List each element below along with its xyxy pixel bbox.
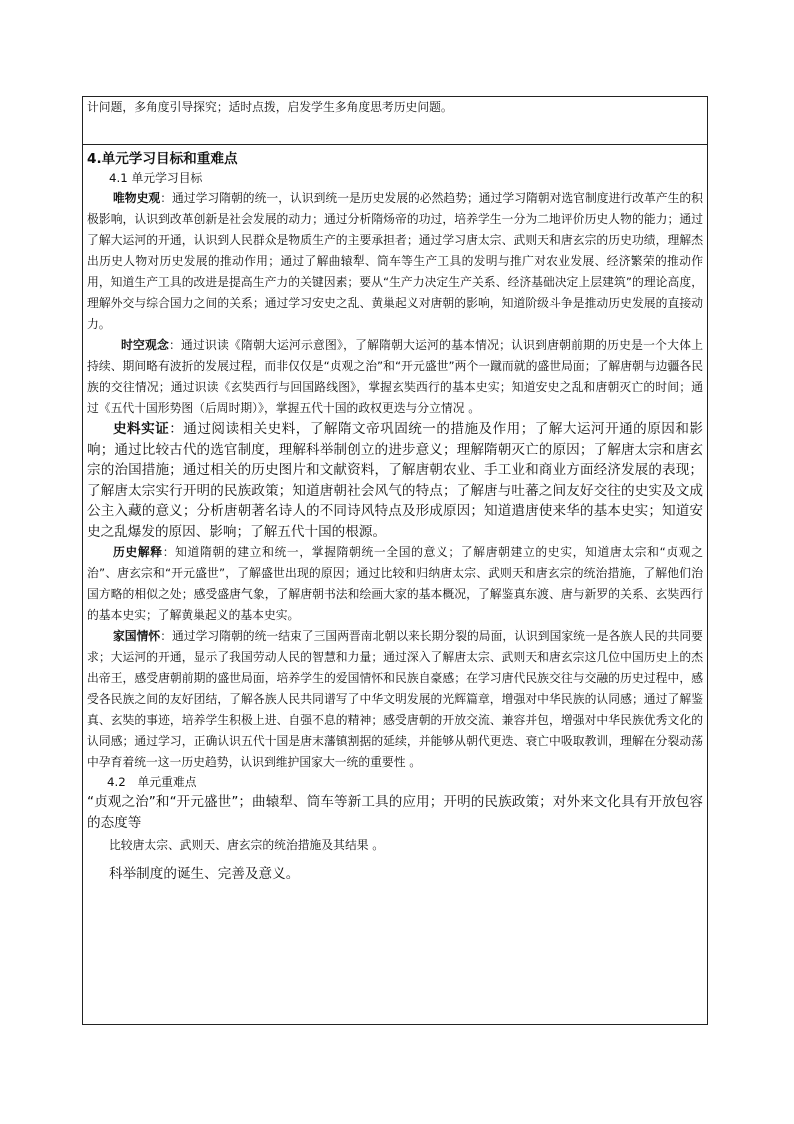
goal-keyword: 家国情怀 <box>113 629 161 643</box>
goal-text: ：通过学习隋朝的统一，认识到统一是历史发展的必然趋势；通过学习隋朝对选官制度进行改革产生的积极影响，认识到改革创新是社会发展的动力；通过分析隋炀帝的功过，培养学生一分为二地评价历史人物的能力；通过了解大运河的开通，认识到人民群众是物质生产的主要承担者；通过学习唐太宗、武则天和唐玄宗的历史功绩，理解杰出历史人物对历史发展的推动作用；通过了解曲辕犁、筒车等生产工具的发明与推广对农业发展、经济繁荣的推动作用，知道生产工具的改进是提高生产力的关键因素；要从“生产力决定生产关系、经济基础决定上层建筑”的理论高度，理解外交与综合国力之间的关系；通过学习安史之乱、黄巢起义对唐朝的影响，知道阶级斗争是推动历史发展的直接动力。 <box>87 191 703 331</box>
goal-text: ：通过识读《隋朝大运河示意图》，了解隋朝大运河的基本情况；认识到唐朝前期的历史是一个大体上持续、期间略有波折的发展过程，而非仅仅是“贞观之治”和“开元盛世”两个一蹴而就的盛世局面；了解唐朝与边疆各民族的交往情况；通过识读《玄奘西行与回国路线图》，掌握玄奘西行的基本史实；知道安史之乱和唐朝灭亡的时间；通过《五代十国形势图（后周时期）》，掌握五代十国的政权更迭与分立情况 。 <box>87 338 703 415</box>
key-point-2: 比较唐太宗、武则天、唐玄宗的统治措施及其结果 。 <box>109 838 385 852</box>
goal-keyword: 史料实证 <box>113 421 170 437</box>
goal-interpretation <box>87 542 703 626</box>
section-heading: 4.单元学习目标和重难点 <box>87 151 238 167</box>
goal-keyword: 时空观念 <box>121 338 170 352</box>
top-cell <box>83 97 708 145</box>
goal-keyword: 历史解释 <box>113 545 163 559</box>
top-cell-text: 计问题，多角度引导探究；适时点拨，启发学生多角度思考历史问题。 <box>87 100 453 114</box>
key-points-subheading: 4.2 单元重难点 <box>107 775 197 789</box>
goal-keyword: 唯物史观 <box>113 191 161 205</box>
goal-text: ：知道隋朝的建立和统一，掌握隋朝统一全国的意义；了解唐朝建立的史实，知道唐太宗和“贞观之治”、唐玄宗和“开元盛世”，了解盛世出现的原因；通过比较和归纳唐太宗、武则天和唐玄宗的统治措施，了解他们治国方略的相似之处；感受盛唐气象，了解唐朝书法和绘画大家的基本概况，了解鉴真东渡、唐与新罗的关系、玄奘西行的基本史实；了解黄巢起义的基本史实。 <box>87 545 703 622</box>
document-table <box>82 96 708 1025</box>
key-point-3: 科举制度的诞生、完善及意义。 <box>109 866 300 882</box>
goal-space-time <box>87 335 703 419</box>
goal-materialism <box>87 188 703 335</box>
goal-text: ：通过学习隋朝的统一结束了三国两晋南北朝以来长期分裂的局面，认识到国家统一是各族人民的共同要求；大运河的开通，显示了我国劳动人民的智慧和力量；通过深入了解唐太宗、武则天和唐玄宗这几位中国历史上的杰出帝王，感受唐朝前期的盛世局面，培养学生的爱国情怀和民族自豪感；在学习唐代民族交往与交融的历史过程中，感受各民族之间的友好团结，了解各族人民共同谱写了中华文明发展的光辉篇章，增强对中华民族的认同感；通过了解鉴真、玄奘的事迹，培养学生积极上进、自强不息的精神；感受唐朝的开放交流、兼容并包，增强对中华民族优秀文化的认同感；通过学习，正确认识五代十国是唐末藩镇割据的延续，并能够从朝代更迭、衰亡中吸取教训，理解在分裂动荡中孕育着统一这一历史趋势，认识到维护国家大一统的重要性 。 <box>87 629 703 769</box>
goals-subheading: 4.1 单元学习目标 <box>109 171 203 185</box>
goal-text: ：通过阅读相关史料，了解隋文帝巩固统一的措施及作用；了解大运河开通的原因和影响；通过比较古代的选官制度，理解科举制创立的进步意义；理解隋朝灭亡的原因；了解唐太宗和唐玄宗的治国措施；通过相关的历史图片和文献资料，了解唐朝农业、手工业和商业方面经济发展的表现；了解唐太宗实行开明的民族政策；知道唐朝社会风气的特点；了解唐与吐蕃之间友好交往的史实及文成公主入藏的意义；分析唐朝著名诗人的不同诗风特点及形成原因；知道遣唐使来华的基本史实；知道安史之乱爆发的原因、影响；了解五代十国的根源。 <box>87 421 704 540</box>
main-cell <box>83 145 708 1025</box>
key-point-1: “贞观之治”和“开元盛世”；曲辕犁、筒车等新工具的应用；开明的民族政策；对外来文化具有开放包容的态度等 <box>87 794 703 831</box>
goal-patriotism <box>87 626 703 773</box>
goal-evidence <box>87 419 703 542</box>
